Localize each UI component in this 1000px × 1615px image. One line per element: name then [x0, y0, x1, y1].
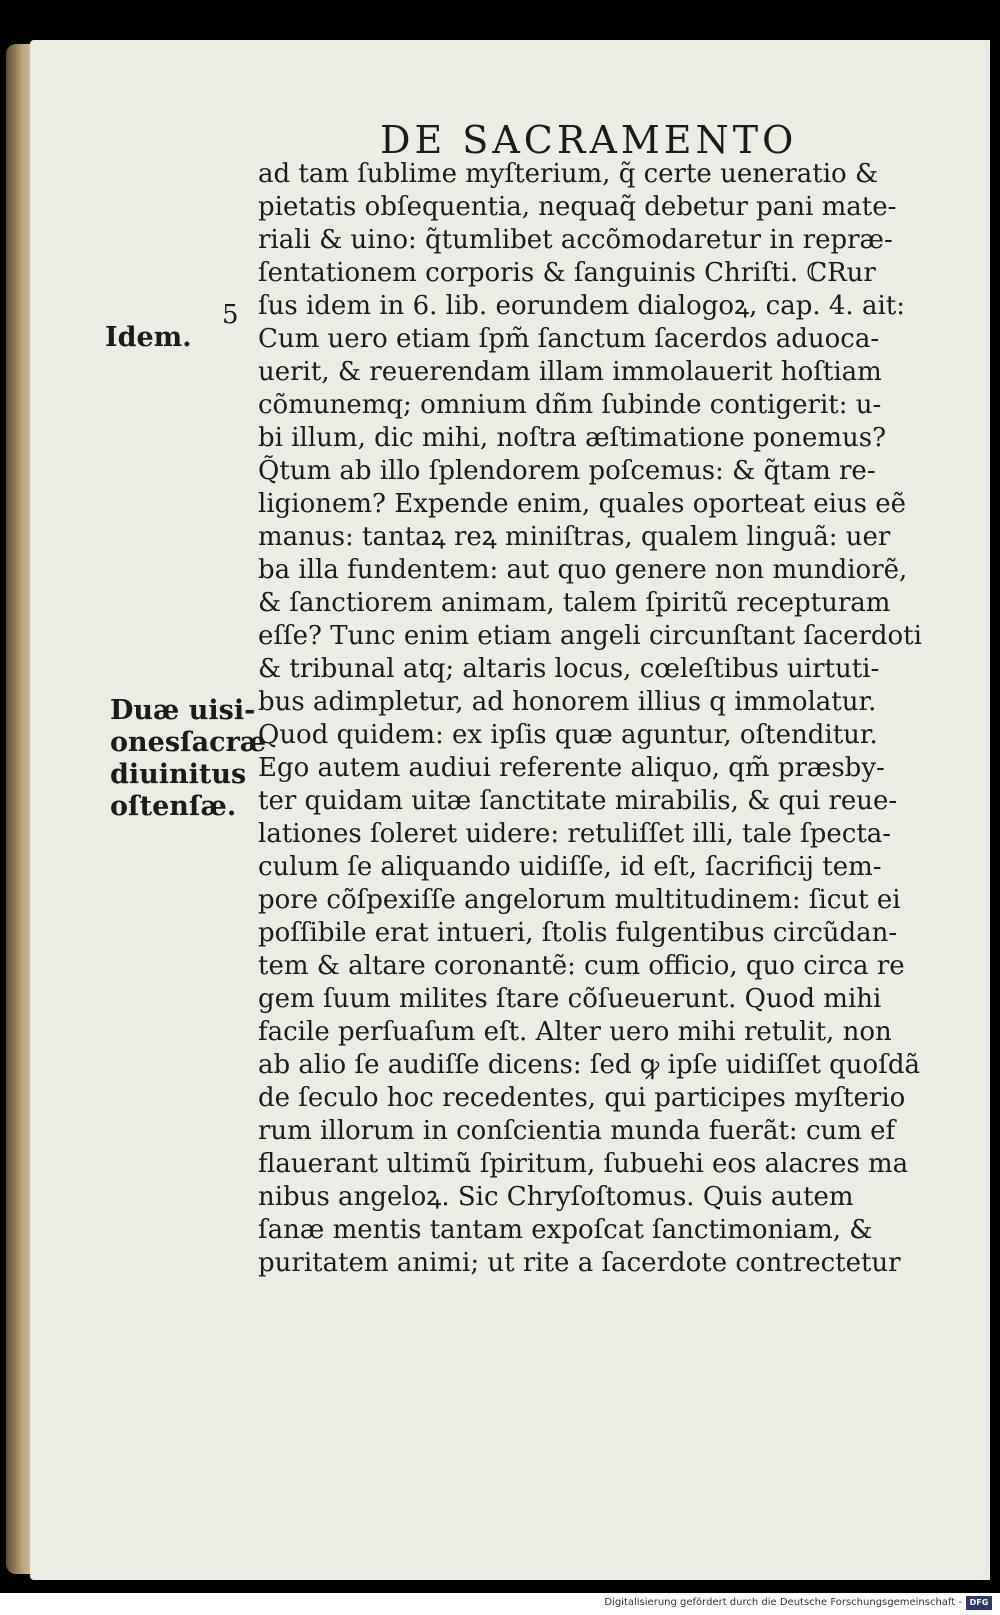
margin-note-idem: Idem. — [105, 322, 192, 353]
text-line: eſſe? Tunc enim etiam angeli circunſtant ſacerdoti — [258, 621, 922, 651]
text-line: de ſeculo hoc recedentes, qui participes myſterio — [258, 1083, 906, 1113]
text-line: nibus angeloꝝ. Sic Chryſoſtomus. Quis autem — [258, 1182, 854, 1212]
text-line: ſanæ mentis tantam expoſcat ſanctimoniam, & — [258, 1215, 873, 1245]
book-page-edge — [6, 44, 32, 1574]
body-text — [258, 158, 958, 1280]
text-line: pietatis obſequentia, nequaq̃ debetur pani mate- — [258, 192, 897, 222]
page-header: DE SACRAMENTO — [380, 118, 798, 162]
text-line: uerit, & reuerendam illam immolauerit hoſtiam — [258, 357, 882, 387]
text-line: Q̃tum ab illo ſplendorem poſcemus: & q̃tam re- — [258, 456, 876, 486]
margin-note-duae-visiones — [110, 695, 266, 823]
margin-note-line: Duæ uisi- — [110, 695, 256, 726]
text-line: Quod quidem: ex ipſis quæ aguntur, oſtenditur. — [258, 720, 878, 750]
text-line: puritatem animi; ut rite a ſacerdote contrectetur — [258, 1248, 901, 1278]
text-line: manus: tantaꝝ reꝝ miniſtras, qualem linguã: uer — [258, 522, 891, 552]
text-line: lationes ſoleret uidere: retuliſſet illi, tale ſpecta- — [258, 819, 892, 849]
footer-credit: Digitalisierung gefördert durch die Deutsche Forschungsgemeinschaft - — [604, 1597, 962, 1608]
text-line: ſentationem corporis & ſanguinis Chriſti. ℂRur — [258, 258, 876, 288]
text-line: poſſibile erat intueri, ſtolis fulgentibus circũdan- — [258, 918, 898, 948]
text-line: Cum uero etiam ſpm̃ ſanctum ſacerdos aduoca- — [258, 324, 880, 354]
text-line: culum ſe aliquando uidiſſe, id eſt, ſacrificij tem- — [258, 852, 882, 882]
text-line: facile perſuaſum eſt. Alter uero mihi retulit, non — [258, 1017, 892, 1047]
text-line: rum illorum in conſcientia munda fuerãt: cum ef — [258, 1116, 896, 1146]
margin-note-line: diuinitus — [110, 759, 247, 790]
text-line: flauerant ultimũ ſpiritum, ſubuehi eos alacres ma — [258, 1149, 909, 1179]
text-line: cõmunemq; omnium dñm ſubinde contigerit: u- — [258, 390, 882, 420]
dfg-logo-badge: DFG — [966, 1596, 992, 1610]
text-line: & ſanctiorem animam, talem ſpiritũ recepturam — [258, 588, 891, 618]
text-line: ter quidam uitæ ſanctitate mirabilis, & qui reue- — [258, 786, 898, 816]
text-line: ad tam ſublime myſterium, q̃ certe ueneratio & — [258, 159, 879, 189]
text-line: bus adimpletur, ad honorem illius q immolatur. — [258, 687, 877, 717]
text-line: Ego autem audiui referente aliquo, qm̃ præsby- — [258, 753, 885, 783]
text-line: & tribunal atq; altaris locus, cœleſtibus uirtuti- — [258, 654, 880, 684]
margin-note-line: oſtenſæ. — [110, 791, 237, 822]
text-line: pore cõſpexiſſe angelorum multitudinem: ſicut ei — [258, 885, 901, 915]
margin-note-line: onesſacræ — [110, 727, 267, 758]
line-number: 5 — [222, 300, 239, 330]
text-line: ſus idem in 6. lib. eorundem dialogoꝝ, cap. 4. ait: — [258, 291, 905, 321]
text-line: bi illum, dic mihi, noſtra æſtimatione ponemus? — [258, 423, 887, 453]
text-line: riali & uino: q̃tumlibet accõmodaretur in repræ- — [258, 225, 893, 255]
text-line: ligionem? Expende enim, quales oporteat eius eẽ — [258, 489, 907, 519]
text-line: gem ſuum milites ſtare cõſueuerunt. Quod mihi — [258, 984, 882, 1014]
text-line: tem & altare coronantẽ: cum officio, quo circa re — [258, 951, 905, 981]
footer-bar — [0, 1593, 1000, 1615]
text-line: ba illa fundentem: aut quo genere non mundiorẽ, — [258, 555, 908, 585]
text-line: ab alio ſe audiſſe dicens: ſed ꝙ ipſe uidiſſet quoſdã — [258, 1050, 920, 1080]
